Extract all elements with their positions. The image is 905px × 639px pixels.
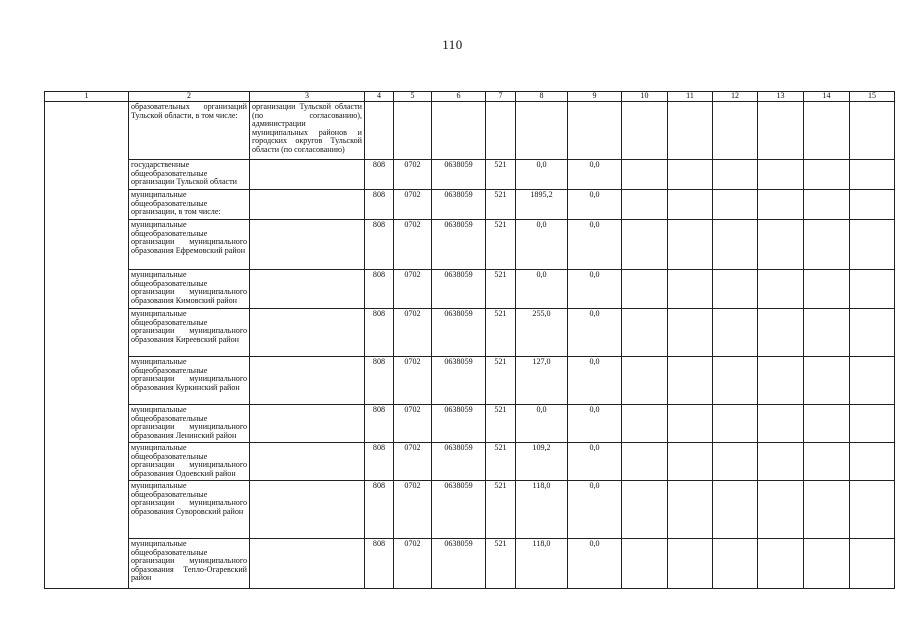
cell-col8: 0,0 xyxy=(516,160,568,190)
cell-col2: муниципальные общеобразовательные организации муниципального образования Суворовский район xyxy=(129,481,250,539)
cell-col15 xyxy=(850,357,895,405)
cell-col15 xyxy=(850,443,895,481)
cell-col6: 0638059 xyxy=(432,357,486,405)
cell-col14 xyxy=(804,309,850,357)
cell-col8: 0,0 xyxy=(516,220,568,270)
cell-col4: 808 xyxy=(365,220,394,270)
cell-col10 xyxy=(622,443,668,481)
cell-col6: 0638059 xyxy=(432,160,486,190)
cell-col2: муниципальные общеобразовательные организации муниципального образования Тепло-Огаревский район xyxy=(129,539,250,589)
cell-col7: 521 xyxy=(486,220,516,270)
cell-col9: 0,0 xyxy=(568,220,622,270)
cell-col12 xyxy=(713,405,758,443)
cell-col5: 0702 xyxy=(394,357,432,405)
cell-col11 xyxy=(668,220,713,270)
cell-col9: 0,0 xyxy=(568,309,622,357)
column-number-row xyxy=(45,92,895,102)
cell-col6: 0638059 xyxy=(432,270,486,309)
cell-col10 xyxy=(622,102,668,160)
cell-col6: 0638059 xyxy=(432,443,486,481)
column-1-cell xyxy=(45,102,129,589)
cell-col3: организации Тульской области (по согласованию), администрации муниципальных районов и городских округов Тульской области (по согласованию) xyxy=(250,102,365,160)
table-row xyxy=(45,309,895,357)
cell-col14 xyxy=(804,357,850,405)
cell-col7: 521 xyxy=(486,481,516,539)
cell-col14 xyxy=(804,160,850,190)
cell-col8: 118,0 xyxy=(516,481,568,539)
cell-col9: 0,0 xyxy=(568,190,622,220)
cell-col5: 0702 xyxy=(394,443,432,481)
cell-col3 xyxy=(250,443,365,481)
cell-col4: 808 xyxy=(365,190,394,220)
cell-col9: 0,0 xyxy=(568,481,622,539)
cell-col15 xyxy=(850,220,895,270)
cell-col3 xyxy=(250,270,365,309)
cell-col2: муниципальные общеобразовательные организации муниципального образования Ефремовский район xyxy=(129,220,250,270)
cell-col13 xyxy=(758,539,804,589)
cell-col14 xyxy=(804,481,850,539)
cell-col8: 0,0 xyxy=(516,405,568,443)
cell-col12 xyxy=(713,160,758,190)
column-number: 15 xyxy=(850,92,895,102)
cell-col3 xyxy=(250,309,365,357)
column-number: 5 xyxy=(394,92,432,102)
cell-col2: муниципальные общеобразовательные организации муниципального образования Куркинский район xyxy=(129,357,250,405)
cell-col3 xyxy=(250,539,365,589)
cell-col8 xyxy=(516,102,568,160)
budget-table xyxy=(44,91,895,589)
cell-col13 xyxy=(758,309,804,357)
cell-col3 xyxy=(250,405,365,443)
cell-col11 xyxy=(668,481,713,539)
cell-col13 xyxy=(758,190,804,220)
cell-col5 xyxy=(394,102,432,160)
cell-col12 xyxy=(713,270,758,309)
cell-col3 xyxy=(250,220,365,270)
cell-col15 xyxy=(850,102,895,160)
cell-col12 xyxy=(713,357,758,405)
cell-col6: 0638059 xyxy=(432,309,486,357)
cell-col2: муниципальные общеобразовательные организации муниципального образования Киреевский район xyxy=(129,309,250,357)
cell-col10 xyxy=(622,190,668,220)
cell-col2: государственные общеобразовательные организации Тульской области xyxy=(129,160,250,190)
cell-col6: 0638059 xyxy=(432,190,486,220)
table-row xyxy=(45,102,895,160)
cell-col10 xyxy=(622,160,668,190)
cell-col12 xyxy=(713,481,758,539)
cell-col12 xyxy=(713,220,758,270)
cell-col15 xyxy=(850,270,895,309)
cell-col13 xyxy=(758,357,804,405)
cell-col5: 0702 xyxy=(394,160,432,190)
column-number: 9 xyxy=(568,92,622,102)
cell-col9: 0,0 xyxy=(568,443,622,481)
cell-col5: 0702 xyxy=(394,270,432,309)
cell-col4: 808 xyxy=(365,309,394,357)
cell-col15 xyxy=(850,539,895,589)
column-number: 7 xyxy=(486,92,516,102)
cell-col8: 1895,2 xyxy=(516,190,568,220)
table-row xyxy=(45,270,895,309)
cell-col2: образовательных организаций Тульской области, в том числе: xyxy=(129,102,250,160)
cell-col15 xyxy=(850,405,895,443)
cell-col12 xyxy=(713,443,758,481)
cell-col14 xyxy=(804,405,850,443)
column-number: 10 xyxy=(622,92,668,102)
cell-col8: 118,0 xyxy=(516,539,568,589)
cell-col7: 521 xyxy=(486,160,516,190)
cell-col11 xyxy=(668,190,713,220)
cell-col12 xyxy=(713,539,758,589)
cell-col7: 521 xyxy=(486,443,516,481)
column-number: 14 xyxy=(804,92,850,102)
cell-col6: 0638059 xyxy=(432,220,486,270)
cell-col7: 521 xyxy=(486,405,516,443)
cell-col13 xyxy=(758,160,804,190)
cell-col3 xyxy=(250,357,365,405)
cell-col4: 808 xyxy=(365,357,394,405)
cell-col3 xyxy=(250,190,365,220)
cell-col8: 255,0 xyxy=(516,309,568,357)
cell-col5: 0702 xyxy=(394,405,432,443)
cell-col14 xyxy=(804,220,850,270)
cell-col7: 521 xyxy=(486,309,516,357)
column-number: 6 xyxy=(432,92,486,102)
cell-col6: 0638059 xyxy=(432,539,486,589)
cell-col4: 808 xyxy=(365,160,394,190)
cell-col11 xyxy=(668,270,713,309)
cell-col5: 0702 xyxy=(394,190,432,220)
cell-col5: 0702 xyxy=(394,309,432,357)
cell-col12 xyxy=(713,102,758,160)
cell-col6 xyxy=(432,102,486,160)
column-number: 3 xyxy=(250,92,365,102)
table-row xyxy=(45,481,895,539)
cell-col6: 0638059 xyxy=(432,405,486,443)
cell-col9: 0,0 xyxy=(568,270,622,309)
cell-col6: 0638059 xyxy=(432,481,486,539)
cell-col9: 0,0 xyxy=(568,405,622,443)
cell-col9: 0,0 xyxy=(568,539,622,589)
cell-col5: 0702 xyxy=(394,481,432,539)
cell-col12 xyxy=(713,309,758,357)
cell-col8: 109,2 xyxy=(516,443,568,481)
cell-col11 xyxy=(668,443,713,481)
cell-col4: 808 xyxy=(365,405,394,443)
table-row xyxy=(45,443,895,481)
column-number: 2 xyxy=(129,92,250,102)
cell-col12 xyxy=(713,190,758,220)
cell-col10 xyxy=(622,357,668,405)
cell-col14 xyxy=(804,102,850,160)
cell-col7: 521 xyxy=(486,190,516,220)
cell-col14 xyxy=(804,539,850,589)
cell-col15 xyxy=(850,481,895,539)
cell-col11 xyxy=(668,102,713,160)
cell-col3 xyxy=(250,481,365,539)
column-number: 11 xyxy=(668,92,713,102)
cell-col9: 0,0 xyxy=(568,160,622,190)
cell-col2: муниципальные общеобразовательные организации, в том числе: xyxy=(129,190,250,220)
column-number: 4 xyxy=(365,92,394,102)
table-row xyxy=(45,160,895,190)
cell-col4: 808 xyxy=(365,539,394,589)
cell-col14 xyxy=(804,443,850,481)
cell-col13 xyxy=(758,270,804,309)
cell-col4: 808 xyxy=(365,270,394,309)
table-row xyxy=(45,220,895,270)
cell-col15 xyxy=(850,160,895,190)
cell-col11 xyxy=(668,309,713,357)
cell-col10 xyxy=(622,270,668,309)
cell-col4: 808 xyxy=(365,443,394,481)
cell-col13 xyxy=(758,481,804,539)
cell-col4 xyxy=(365,102,394,160)
cell-col3 xyxy=(250,160,365,190)
table-row xyxy=(45,539,895,589)
column-number: 1 xyxy=(45,92,129,102)
cell-col13 xyxy=(758,405,804,443)
cell-col2: муниципальные общеобразовательные организации муниципального образования Одоевский район xyxy=(129,443,250,481)
table-row xyxy=(45,190,895,220)
cell-col13 xyxy=(758,220,804,270)
cell-col14 xyxy=(804,270,850,309)
cell-col11 xyxy=(668,539,713,589)
cell-col8: 127,0 xyxy=(516,357,568,405)
column-number: 8 xyxy=(516,92,568,102)
cell-col14 xyxy=(804,190,850,220)
cell-col7: 521 xyxy=(486,270,516,309)
cell-col9: 0,0 xyxy=(568,357,622,405)
cell-col7: 521 xyxy=(486,539,516,589)
cell-col4: 808 xyxy=(365,481,394,539)
cell-col10 xyxy=(622,481,668,539)
cell-col10 xyxy=(622,405,668,443)
cell-col9 xyxy=(568,102,622,160)
cell-col7: 521 xyxy=(486,357,516,405)
cell-col2: муниципальные общеобразовательные организации муниципального образования Кимовский район xyxy=(129,270,250,309)
cell-col15 xyxy=(850,190,895,220)
cell-col5: 0702 xyxy=(394,220,432,270)
page-number: 110 xyxy=(442,37,463,52)
cell-col10 xyxy=(622,539,668,589)
cell-col2: муниципальные общеобразовательные организации муниципального образования Ленинский район xyxy=(129,405,250,443)
table-row xyxy=(45,357,895,405)
cell-col10 xyxy=(622,309,668,357)
cell-col11 xyxy=(668,357,713,405)
cell-col15 xyxy=(850,309,895,357)
cell-col13 xyxy=(758,443,804,481)
column-number: 12 xyxy=(713,92,758,102)
cell-col5: 0702 xyxy=(394,539,432,589)
cell-col11 xyxy=(668,405,713,443)
table-row xyxy=(45,405,895,443)
cell-col10 xyxy=(622,220,668,270)
column-number: 13 xyxy=(758,92,804,102)
cell-col8: 0,0 xyxy=(516,270,568,309)
cell-col13 xyxy=(758,102,804,160)
cell-col11 xyxy=(668,160,713,190)
cell-col7 xyxy=(486,102,516,160)
